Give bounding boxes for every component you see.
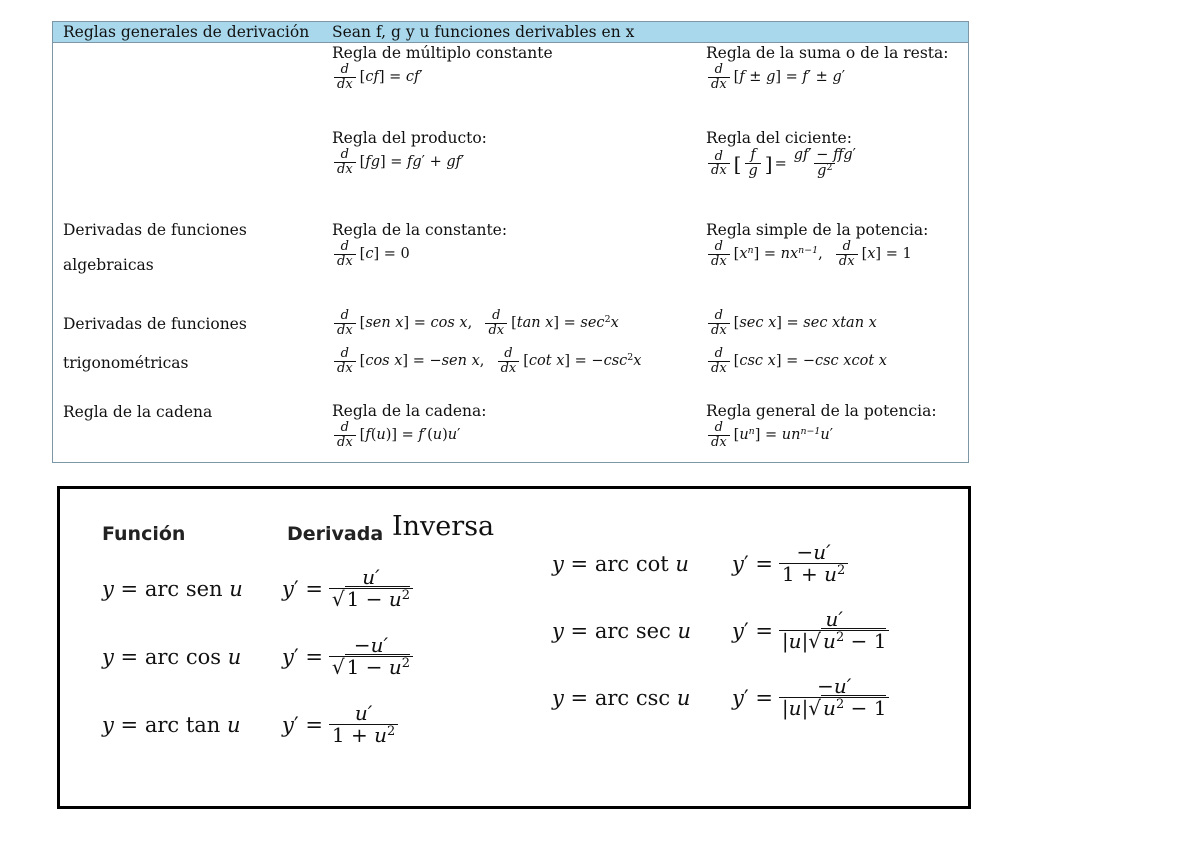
inverse-trig-derivatives-box	[57, 486, 971, 809]
fn-name: arc csc	[594, 685, 671, 710]
trig-derivatives-left	[332, 304, 641, 380]
rule-quotient	[706, 129, 861, 179]
formula-cos-cot: $\frac{d}{dx}$ [cos x] = −sen x, $\frac{d}{dx}$ [cot $x] = -\csc^2x$	[332, 342, 641, 380]
column-header-derivative: Derivada	[287, 523, 384, 545]
formula-sin-tan: $\frac{d}{dx}$ [sen x] = cos x, $\frac{d}{dx}$ [tan $x] = \sec^2x$	[332, 304, 641, 342]
rule-label: Regla de múltiplo constante	[332, 44, 553, 62]
row-label-trig-2: trigonométricas	[63, 354, 189, 372]
rule-label: Regla de la cadena:	[332, 402, 487, 420]
rule-general-power	[706, 402, 937, 449]
rule-label: Regla del producto:	[332, 129, 487, 147]
rule-chain	[332, 402, 487, 449]
rule-label: Regla general de la potencia:	[706, 402, 937, 420]
rule-label: Regla de la suma o de la resta:	[706, 44, 949, 62]
inverse-row-arccot: y = arc cot u y ′ = $\frac{-u'}{1 + u^2}$	[552, 542, 850, 585]
formula: $\frac{d}{dx}$ $[x^n] = nx^{n-1}$, $\frac{d}{dx}$ [x] = 1	[706, 240, 928, 268]
rule-product	[332, 129, 487, 176]
formula: $\frac{d}{dx}$ [ $\frac{f}{g}$ ] = $\frac{\text{gf′ − ffg′}}{g^2}$	[706, 148, 861, 179]
rule-label: Regla de la constante:	[332, 221, 508, 239]
fn-name: arc cos	[144, 644, 222, 669]
inverse-row-arcsec: y = arc sec u y ′ = $\frac{u'}{|u|√ u^2 - 1}$	[552, 609, 891, 652]
formula: $\frac{d}{dx}$ [f(u)] = f′(u)u′	[332, 421, 487, 449]
row-label-chain: Regla de la cadena	[63, 403, 213, 421]
fn-name: arc sec	[594, 618, 671, 643]
inverse-title: Inversa	[392, 511, 495, 542]
row-label-algebraic-1: Derivadas de funciones	[63, 221, 247, 239]
formula-csc: $\frac{d}{dx}$ [csc x] = −csc xcot x	[706, 342, 887, 380]
inverse-row-arccos: y = arc cos u y ′ = $\frac{-u'}{√ 1 - u^2}$	[102, 635, 415, 678]
rule-simple-power	[706, 221, 928, 268]
rule-label: Regla simple de la potencia:	[706, 221, 929, 239]
header-col-functions: Sean f, g y u funciones derivables en x	[332, 23, 635, 41]
inverse-row-arccsc: y = arc csc u y ′ = $\frac{-u'}{|u|√ u^2 - 1}$	[552, 676, 891, 719]
inverse-row-arcsen: y = arc sen u y ′ = $\frac{u'}{√ 1 - u^2}$	[102, 567, 415, 610]
column-header-function: Función	[102, 523, 186, 545]
derivation-rules-table	[52, 21, 969, 463]
fn-name: arc sen	[144, 576, 223, 601]
formula: $\frac{d}{dx}$ [fg] = fg′ + gf′	[332, 148, 487, 176]
formula: $\frac{d}{dx}$ [f ± g] = f′ ± g′	[706, 63, 948, 91]
rule-label: Regla del ciciente:	[706, 129, 852, 147]
rule-constant	[332, 221, 507, 268]
formula: $\frac{d}{dx}$ $[u^n] = un^{n-1}u'$	[706, 421, 937, 449]
fn-name: arc cot	[594, 551, 669, 576]
row-label-trig-1: Derivadas de funciones	[63, 315, 247, 333]
rule-constant-multiple	[332, 44, 553, 91]
formula: $\frac{d}{dx}$ [cf] = cf′	[332, 63, 553, 91]
row-label-algebraic-2: algebraicas	[63, 256, 154, 274]
formula: $\frac{d}{dx}$ [c] = 0	[332, 240, 507, 268]
rule-sum-difference	[706, 44, 948, 91]
header-col-rules: Reglas generales de derivación	[63, 23, 310, 41]
formula-sec: $\frac{d}{dx}$ [sec x] = sec xtan x	[706, 304, 887, 342]
trig-derivatives-right	[706, 304, 887, 380]
table-header	[53, 22, 968, 43]
inverse-row-arctan: y = arc tan u y ′ = $\frac{u'}{1 + u^2}$	[102, 703, 400, 746]
fn-name: arc tan	[144, 712, 221, 737]
